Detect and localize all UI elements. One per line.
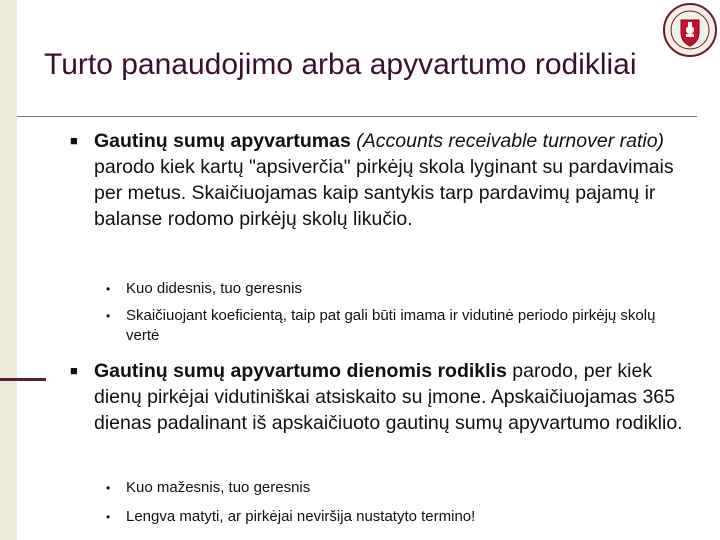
bullet-text: parodo kiek kartų "apsiverčia" pirkėjų skola lyginant su pardavimais per metus. Skaičiuojamas kaip santykis tarp pardavimų pajamų ir balanse rodomo pirkėjų skolų likučio. [94, 156, 674, 230]
square-bullet-icon: ■ [70, 133, 78, 148]
bullet-bold-lead: Gautinų sumų apyvartumas [94, 130, 351, 152]
bullet-item [94, 128, 694, 232]
round-bullet-icon: • [106, 481, 111, 495]
sub-bullet-item: Kuo didesnis, tuo geresnis [126, 280, 302, 297]
slide-title: Turto panaudojimo arba apyvartumo rodikliai [44, 48, 637, 81]
sub-bullet-item: Lengva matyti, ar pirkėjai neviršija nustatyto termino! [126, 508, 476, 525]
bullet-item [94, 358, 694, 436]
round-bullet-icon: • [106, 309, 111, 323]
sub-bullet-item: Skaičiuojant koeficientą, taip pat gali būti imama ir vidutinė periodo pirkėjų skolų vertė [126, 307, 656, 344]
square-bullet-icon: ■ [70, 363, 78, 378]
sub-bullet-item: Kuo mažesnis, tuo geresnis [126, 479, 311, 496]
round-bullet-icon: • [106, 282, 111, 296]
round-bullet-icon: • [106, 510, 111, 524]
bullet-text: parodo, per kiek dienų pirkėjai vidutiniškai atsiskaito su įmone. Apskaičiuojamas 365 dienas padalinant iš apskaičiuoto gautinų sumų apyvartumo rodiklio. [94, 360, 683, 434]
bullet-italic-part: (Accounts receivable turnover ratio) [356, 130, 665, 152]
bullet-bold-lead: Gautinų sumų apyvartumo dienomis rodiklis [94, 360, 507, 382]
